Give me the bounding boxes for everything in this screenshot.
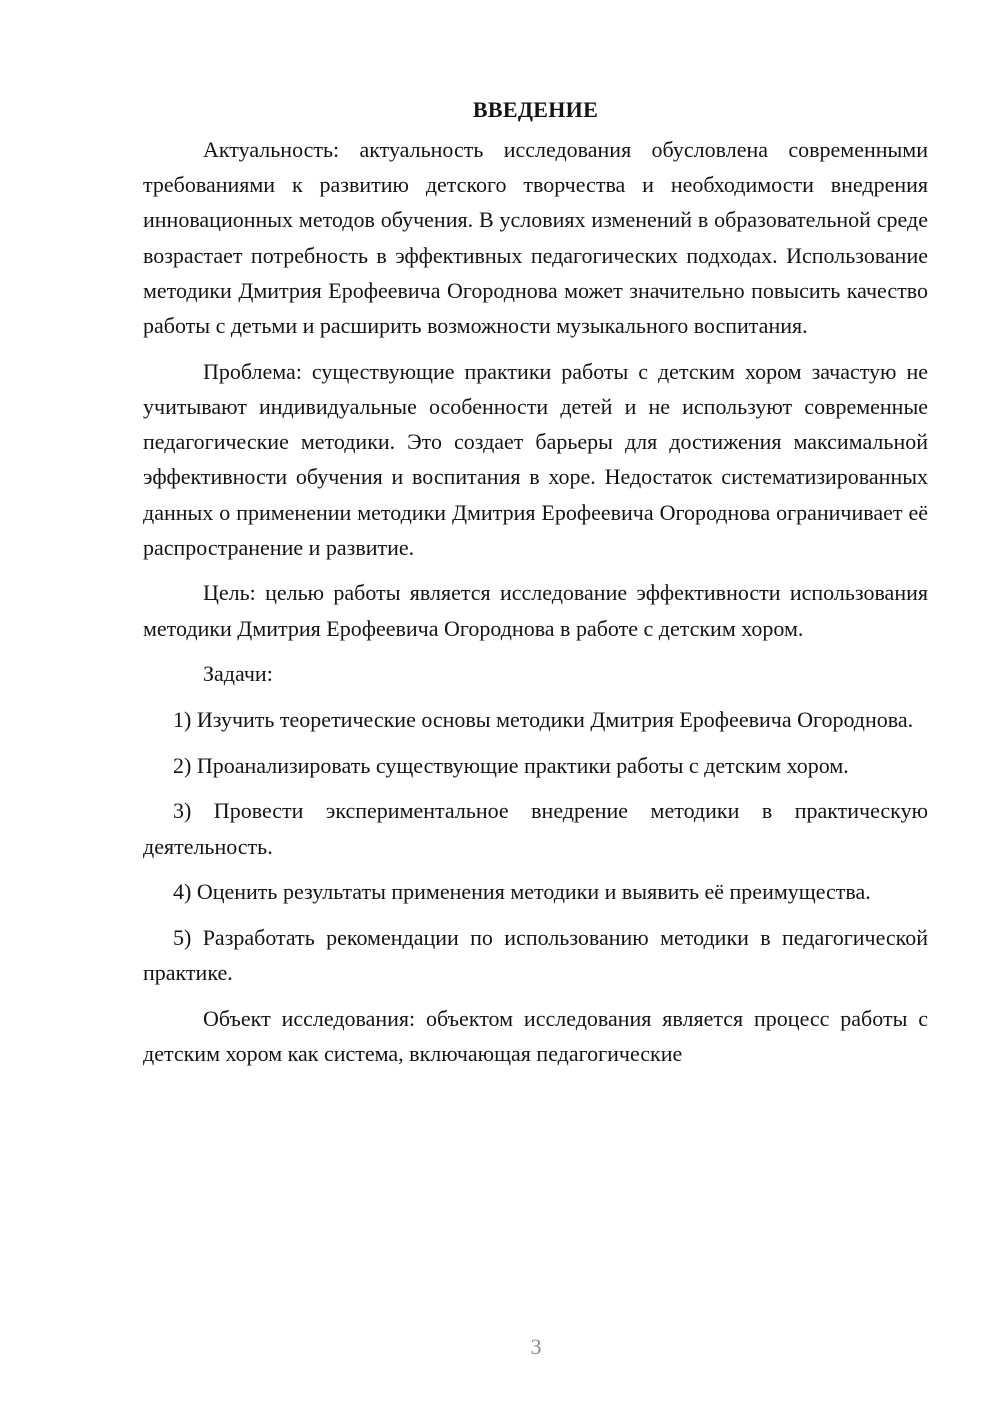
task-item: 3) Провести экспериментальное внедрение методики в практическую деятельность. [143,798,928,859]
task-item: 4) Оценить результаты применения методики и выявить её преимущества. [173,879,871,905]
task-item: 5) Разработать рекомендации по использованию методики в педагогической практике. [143,925,928,986]
tasks-heading: Задачи: [203,661,273,687]
section-title: ВВЕДЕНИЕ [472,97,599,122]
page-number: 3 [530,1334,542,1359]
paragraph-relevance: Актуальность: актуальность исследования обусловлена современными требованиями к развитию детского творчества и необходимости внедрения инновационных методов обучения. В условиях изменений в образовательной среде возрастает потребность в эффективных педагогических подходах. Использование методики Дмитрия Ерофеевича Огороднова может значительно повысить качество работы с детьми и расширить возможности музыкального воспитания. [143,137,928,339]
task-item: 2) Проанализировать существующие практики работы с детским хором. [173,752,849,778]
document-page [143,92,928,1082]
paragraph-object: Объект исследования: объектом исследования является процесс работы с детским хором как система, включающая педагогические [143,1005,928,1067]
paragraph-goal: Цель: целью работы является исследование эффективности использования методики Дмитрия Ерофеевича Огороднова в работе с детским хором. [143,580,928,641]
paragraph-problem: Проблема: существующие практики работы с детским хором зачастую не учитывают индивидуальные особенности детей и не используют современные педагогические методики. Это создает барьеры для достижения максимальной эффективности обучения и воспитания в хоре. Недостаток систематизированных данных о применении методики Дмитрия Ерофеевича Огороднова ограничивает её распространение и развитие. [143,358,928,560]
task-item: 1) Изучить теоретические основы методики Дмитрия Ерофеевича Огороднова. [173,707,914,733]
